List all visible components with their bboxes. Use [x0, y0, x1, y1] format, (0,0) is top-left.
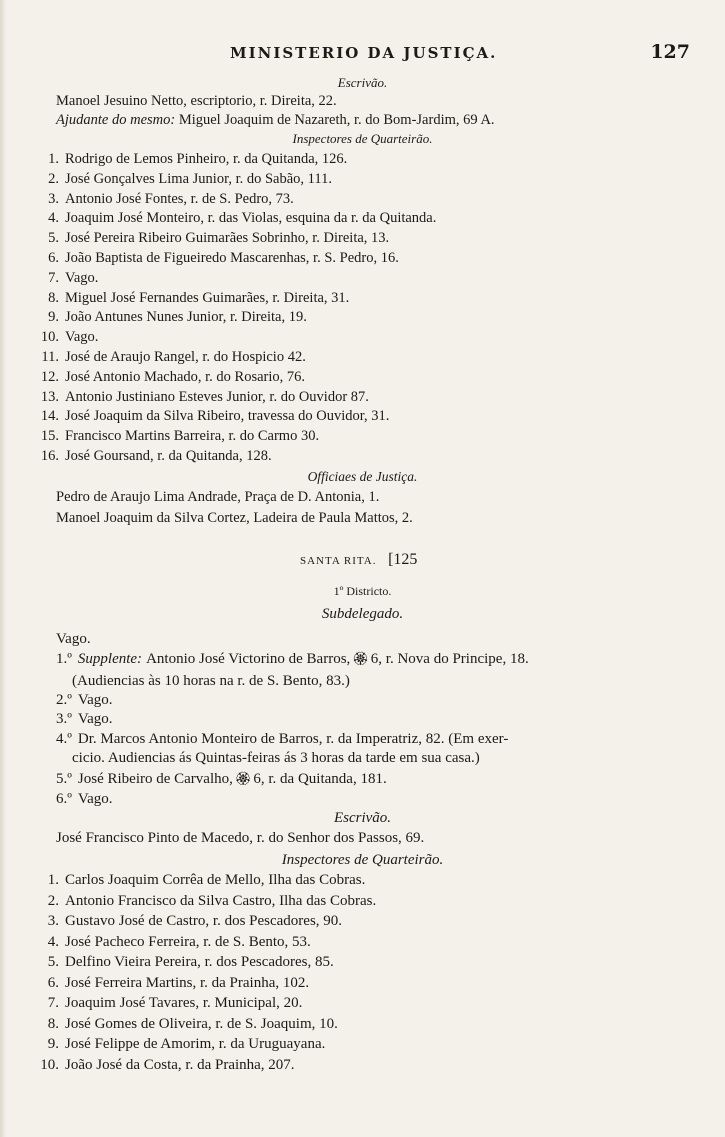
- supplente-text: Dr. Marcos Antonio Monteiro de Barros, r. da Imperatriz, 82. (Em exer-: [77, 731, 509, 747]
- list-number: 7.: [47, 995, 59, 1011]
- list-text: José Gonçalves Lima Junior, r. do Sabão, 111.: [65, 170, 332, 187]
- parish-heading: [300, 551, 417, 570]
- list-text: João Baptista de Figueiredo Mascarenhas, r. S. Pedro, 16.: [65, 250, 399, 266]
- escrivao-entry: Manoel Jesuino Netto, escriptorio, r. Direita, 22.: [56, 93, 337, 109]
- list-text: José Joaquim da Silva Ribeiro, travessa do Ouvidor, 31.: [65, 408, 390, 425]
- list-text: José Antonio Machado, r. do Rosario, 76.: [65, 368, 306, 385]
- inspector-item: [32, 348, 306, 366]
- escrivao2-entry: José Francisco Pinto de Macedo, r. do Senhor dos Passos, 69.: [56, 830, 425, 846]
- list-number: 3.: [48, 190, 59, 207]
- list-number: 7.: [48, 269, 59, 286]
- list-number: 8.: [48, 289, 59, 306]
- list-number: 11.: [41, 349, 59, 365]
- inspector-item: [32, 289, 349, 307]
- inspector2-item: [32, 912, 342, 930]
- supplente-item: [56, 770, 387, 788]
- officiaes-entry: Manoel Joaquim da Silva Cortez, Ladeira de Paula Mattos, 2.: [56, 510, 413, 526]
- supplente-address: 6, r. da Quitanda, 181.: [253, 771, 387, 787]
- list-number: 6.: [48, 250, 59, 266]
- inspector2-item: [32, 974, 309, 992]
- officiaes-heading: Officiaes de Justiça.: [307, 469, 418, 484]
- inspector2-item: [32, 933, 311, 951]
- list-number: 12.: [40, 368, 59, 385]
- list-text: Joaquim José Tavares, r. Municipal, 20.: [65, 995, 303, 1011]
- inspector-item: [32, 427, 319, 445]
- supplente-name: Antonio José Victorino de Barros,: [146, 651, 351, 667]
- list-text: Antonio Francisco da Silva Castro, Ilha das Cobras.: [65, 892, 377, 909]
- inspector-item: [32, 407, 389, 425]
- list-number: 10.: [40, 329, 59, 346]
- inspector-item: [32, 269, 98, 287]
- order-badge-icon: 🏵: [234, 771, 252, 786]
- supplente-item: [72, 749, 480, 767]
- supplente-item: [56, 710, 112, 728]
- list-text: José Felippe de Amorim, r. da Uruguayana.: [65, 1036, 326, 1052]
- subdelegado-heading: Subdelegado.: [321, 606, 404, 622]
- list-number: 8.: [47, 1015, 59, 1032]
- list-number: 9.: [48, 309, 59, 326]
- list-text: José Goursand, r. da Quitanda, 128.: [65, 448, 272, 464]
- inspector-item: [32, 447, 272, 465]
- list-text: José de Araujo Rangel, r. do Hospicio 42.: [65, 349, 306, 365]
- list-text: Delfino Vieira Pereira, r. dos Pescadores, 85.: [65, 954, 334, 970]
- page-header: [60, 41, 690, 70]
- list-number: 15.: [40, 428, 59, 445]
- supplente-text: cicio. Audiencias ás Quintas-feiras ás 3 horas da tarde em sua casa.): [72, 750, 480, 766]
- list-text: João José da Costa, r. da Prainha, 207.: [65, 1056, 295, 1073]
- list-number: 5.: [47, 954, 59, 970]
- list-number: 16.: [40, 448, 59, 464]
- supplente-text: (Audiencias às 10 horas na r. de S. Bento, 83.): [72, 673, 350, 689]
- supplente-number: 2.º: [56, 692, 72, 708]
- ajudante-label: Ajudante do mesmo:: [56, 112, 176, 128]
- list-number: 4.: [48, 210, 59, 227]
- supplente-number: 4.º: [56, 731, 72, 747]
- list-text: Francisco Martins Barreira, r. do Carmo 30.: [65, 428, 320, 445]
- inspectores2-heading: Inspectores de Quarteirão.: [281, 852, 444, 868]
- inspector2-item: [32, 1035, 325, 1053]
- inspector2-item: [32, 1015, 338, 1033]
- inspector-item: [32, 209, 436, 227]
- escrivao2-heading: Escrivão.: [333, 810, 392, 826]
- list-number: 1.: [48, 151, 59, 167]
- list-text: José Pereira Ribeiro Guimarães Sobrinho, r. Direita, 13.: [65, 230, 390, 247]
- supplente-text: Vago.: [77, 791, 113, 807]
- list-number: 9.: [47, 1036, 59, 1052]
- inspector-item: [32, 150, 347, 168]
- list-text: Vago.: [65, 329, 99, 346]
- list-text: Antonio Justiniano Esteves Junior, r. do Ouvidor 87.: [65, 388, 369, 405]
- inspector2-item: [32, 871, 365, 889]
- supplente-item: [56, 650, 529, 668]
- supplente-text: Vago.: [77, 711, 113, 727]
- list-text: Vago.: [65, 269, 99, 286]
- list-number: 2.: [48, 170, 59, 187]
- inspector-item: [32, 368, 305, 386]
- list-number: 3.: [47, 913, 59, 929]
- inspector-item: [32, 388, 369, 406]
- list-text: Miguel José Fernandes Guimarães, r. Direita, 31.: [65, 289, 350, 306]
- inspector-item: [32, 190, 294, 208]
- escrivao-heading: Escrivão.: [337, 75, 388, 90]
- inspector2-item: [32, 1056, 295, 1074]
- page-edge-shadow: [0, 0, 6, 1137]
- list-number: 10.: [40, 1056, 59, 1073]
- list-text: Carlos Joaquim Corrêa de Mello, Ilha das Cobras.: [65, 872, 366, 888]
- list-number: 4.: [47, 933, 59, 950]
- district-heading: 1º Districto.: [333, 584, 392, 598]
- supplente-item: [56, 730, 508, 748]
- inspector2-item: [32, 994, 302, 1012]
- inspector-item: [32, 308, 307, 326]
- inspector2-item: [32, 953, 334, 971]
- inspector2-item: [32, 892, 376, 910]
- inspector-item: [32, 328, 98, 346]
- page-title: MINISTERIO DA JUSTIÇA.: [230, 44, 498, 62]
- list-number: 1.: [47, 872, 59, 888]
- list-text: José Ferreira Martins, r. da Prainha, 102.: [65, 974, 310, 991]
- list-text: Gustavo José de Castro, r. dos Pescadores, 90.: [65, 913, 343, 929]
- ajudante-entry: [56, 111, 495, 129]
- supplente-number: 3.º: [56, 711, 72, 727]
- supplente-item: [72, 672, 350, 690]
- list-number: 6.: [47, 974, 59, 991]
- supplente-address: 6, r. Nova do Principe, 18.: [370, 651, 529, 667]
- list-text: Antonio José Fontes, r. de S. Pedro, 73.: [65, 190, 294, 207]
- list-number: 13.: [40, 388, 59, 405]
- supplente-name: José Ribeiro de Carvalho,: [77, 771, 233, 787]
- parish-name: SANTA RITA.: [300, 555, 377, 567]
- list-text: João Antunes Nunes Junior, r. Direita, 19.: [65, 309, 307, 326]
- list-text: José Pacheco Ferreira, r. de S. Bento, 53.: [65, 933, 311, 950]
- list-number: 14.: [40, 408, 59, 425]
- list-text: Rodrigo de Lemos Pinheiro, r. da Quitanda, 126.: [65, 151, 348, 167]
- inspector-item: [32, 229, 389, 247]
- order-badge-icon: 🏵: [352, 651, 369, 666]
- parish-number: [125: [388, 551, 418, 568]
- inspectores-heading: Inspectores de Quarteirão.: [292, 131, 433, 146]
- inspector-item: [32, 249, 399, 267]
- supplente-number: 5.º: [56, 771, 72, 787]
- officiaes-entry: Pedro de Araujo Lima Andrade, Praça de D. Antonia, 1.: [56, 489, 380, 505]
- list-number: 2.: [47, 892, 59, 909]
- list-number: 5.: [48, 230, 59, 247]
- supplente-item: [56, 691, 112, 709]
- supplente-label: Supplente:: [77, 651, 143, 667]
- page-number: 127: [650, 41, 690, 63]
- ajudante-text: Miguel Joaquim de Nazareth, r. do Bom-Jardim, 69 A.: [178, 112, 495, 128]
- subdelegado-entry: Vago.: [56, 631, 91, 647]
- supplente-item: [56, 790, 112, 808]
- supplente-number: 1.º: [56, 651, 72, 667]
- inspector-item: [32, 170, 332, 188]
- supplente-number: 6.º: [56, 791, 72, 807]
- supplente-text: Vago.: [77, 692, 113, 708]
- list-text: José Gomes de Oliveira, r. de S. Joaquim, 10.: [65, 1015, 338, 1032]
- list-text: Joaquim José Monteiro, r. das Violas, esquina da r. da Quitanda.: [65, 210, 437, 227]
